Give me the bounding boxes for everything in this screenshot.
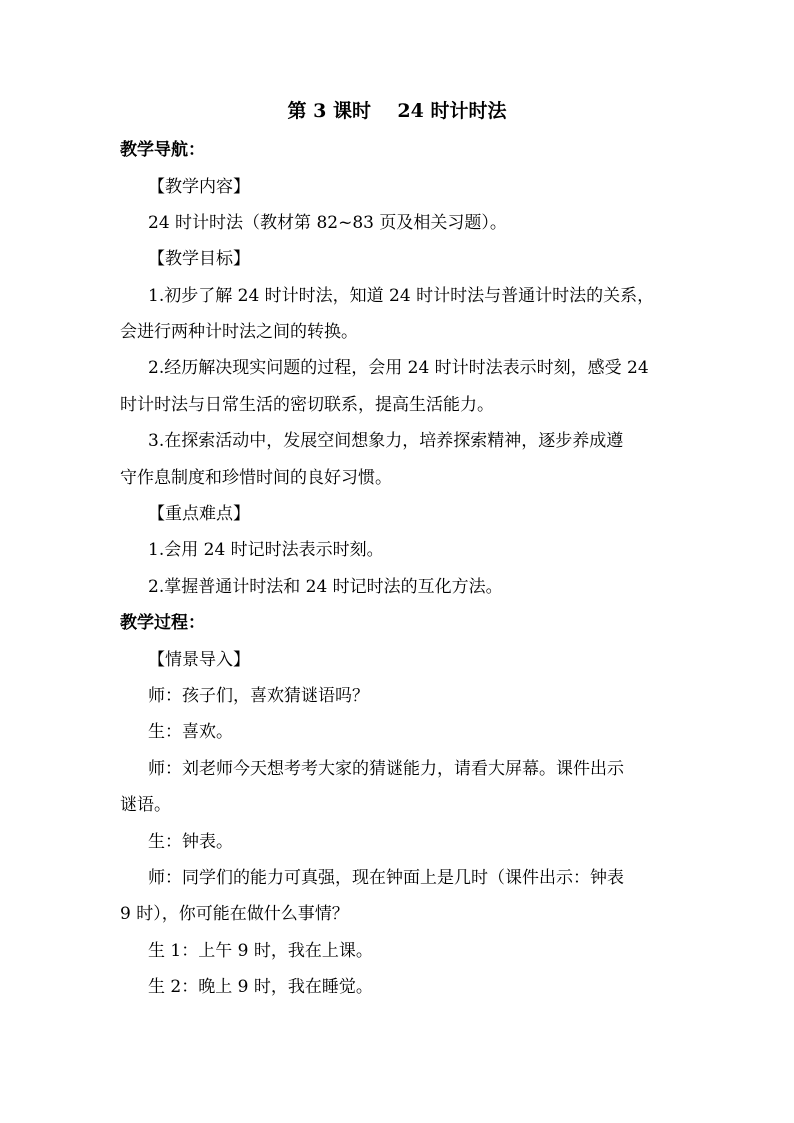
- goal-1-line-2: 会进行两种计时法之间的转换。: [120, 322, 358, 342]
- goal-3-line-1: 3.在探索活动中，发展空间想象力，培养探索精神，逐步养成遵: [148, 431, 624, 451]
- goals-heading: 【教学目标】: [148, 249, 250, 269]
- dialogue-line: 生：钟表。: [148, 832, 233, 852]
- dialogue-line: 师：同学们的能力可真强，现在钟面上是几时（课件出示：钟表: [148, 868, 624, 888]
- teaching-process-heading: 教学过程：: [120, 613, 205, 633]
- dialogue-line: 师：刘老师今天想考考大家的猜谜能力，请看大屏幕。课件出示: [148, 759, 624, 779]
- goal-2-line-1: 2.经历解决现实问题的过程，会用 24 时计时法表示时刻，感受 24: [148, 358, 649, 378]
- dialogue-line: 生：喜欢。: [148, 722, 233, 742]
- dialogue-line-continued: 谜语。: [120, 795, 171, 815]
- key-points-heading: 【重点难点】: [148, 504, 250, 524]
- dialogue-line-continued: 9 时），你可能在做什么事情？: [120, 904, 349, 924]
- teaching-nav-heading: 教学导航：: [120, 140, 205, 160]
- dialogue-line: 生 1：上午 9 时，我在上课。: [148, 941, 373, 961]
- key-point-1: 1.会用 24 时记时法表示时刻。: [148, 540, 384, 560]
- key-point-2: 2.掌握普通计时法和 24 时记时法的互化方法。: [148, 577, 503, 597]
- goal-1-line-1: 1.初步了解 24 时计时法，知道 24 时计时法与普通计时法的关系，: [148, 286, 655, 306]
- intro-heading: 【情景导入】: [148, 650, 250, 670]
- dialogue-line: 生 2：晚上 9 时，我在睡觉。: [148, 977, 373, 997]
- goal-2-line-2: 时计时法与日常生活的密切联系，提高生活能力。: [120, 395, 494, 415]
- dialogue-line: 师：孩子们，喜欢猜谜语吗？: [148, 686, 369, 706]
- content-text: 24 时计时法（教材第 82~83 页及相关习题）。: [148, 213, 507, 233]
- lesson-title: 第 3 课时 24 时计时法: [287, 100, 507, 122]
- content-heading: 【教学内容】: [148, 177, 250, 197]
- goal-3-line-2: 守作息制度和珍惜时间的良好习惯。: [120, 468, 392, 488]
